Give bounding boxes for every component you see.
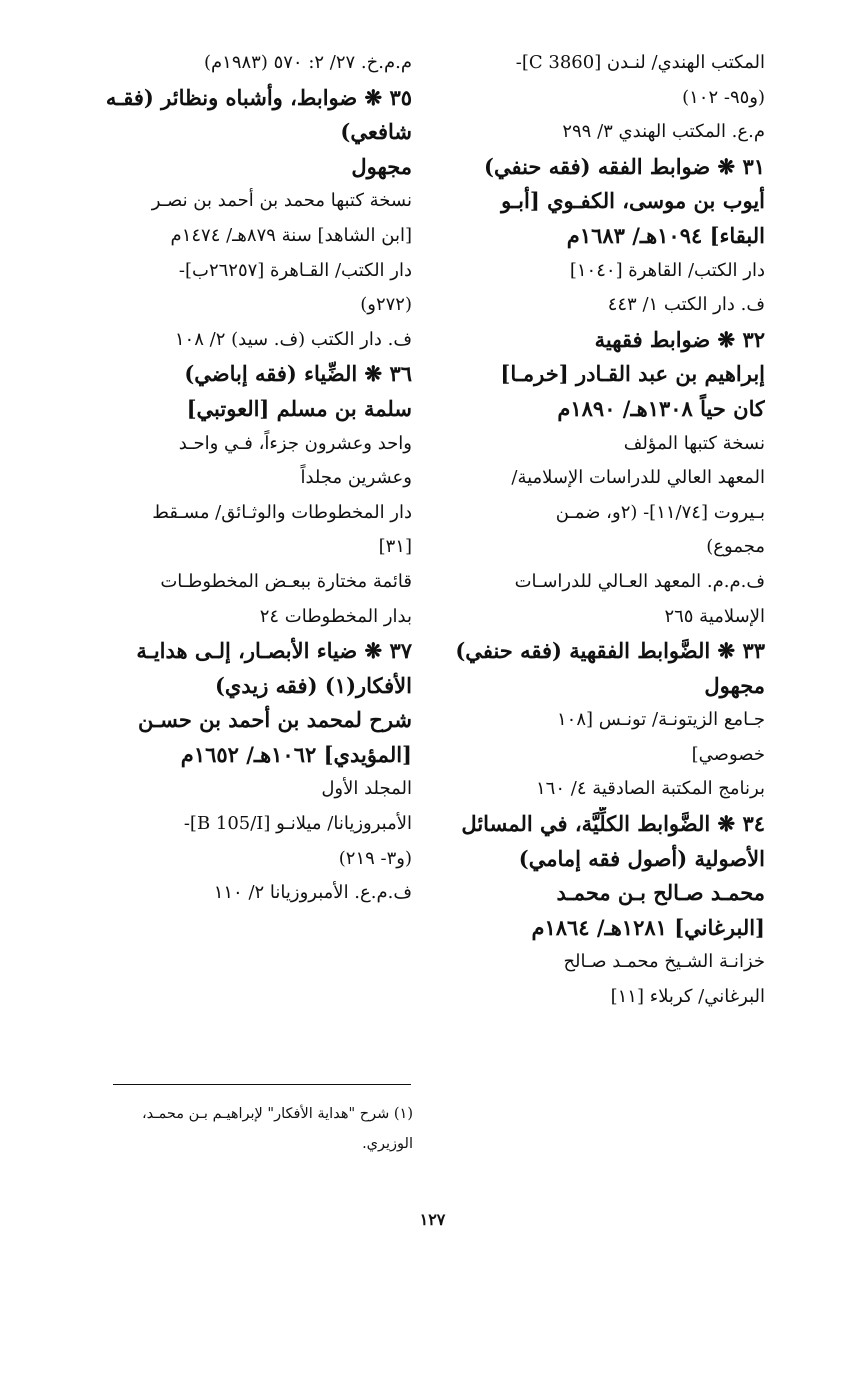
entry-detail-line: (٢٧٢و)	[360, 294, 412, 316]
entry-heading-line: ٣٣ ❋ الضَّوابط الفقهية (فقه حنفي)	[455, 638, 765, 664]
entry-detail-line: وعشرين مجلداً	[300, 467, 412, 489]
entry-detail-line: م.م.خ. ٢٧/ ٢: ٥٧٠ (١٩٨٣م)	[203, 52, 412, 73]
entry-heading-line: شرح لمحمد بن أحمد بن حسـن	[137, 707, 412, 733]
entry-detail-line: نسخة كتبها المؤلف	[623, 432, 765, 454]
right-column	[425, 46, 765, 1015]
footnote-line: (١) شرح "هداية الأفكار" لإبراهيـم بـن محمـد،	[141, 1106, 413, 1122]
entry-detail-line: بدار المخطوطات ٢٤	[259, 605, 412, 627]
entry-detail-line: ف.م.م. المعهد العـالي للدراسـات	[514, 570, 765, 592]
footnote-rule	[113, 1084, 411, 1085]
entry-heading-line: كان حياً ١٣٠٨هـ/ ١٨٩٠م	[557, 395, 765, 421]
entry-heading-line: ٣٦ ❋ الضِّياء (فقه إباضي)	[184, 361, 412, 387]
entry-detail-line: واحد وعشرون جزءاً، فـي واحـد	[178, 432, 412, 454]
entry-detail-line: المجلد الأول	[321, 778, 412, 800]
entry-heading-line: الأصولية (أصول فقه إمامي)	[518, 845, 765, 871]
entry-heading-line: أيوب بن موسى، الكفـوي [أبـو	[501, 188, 765, 214]
entry-detail-line: خزانـة الشـيخ محمـد صـالح	[563, 951, 765, 973]
entry-detail-line: دار الكتب/ القاهرة [١٠٤٠]	[569, 259, 765, 281]
entry-heading-line: [المؤيدي] ١٠٦٢هـ/ ١٦٥٢م	[180, 741, 412, 767]
entry-heading-line: شافعي)	[340, 119, 412, 145]
entry-detail-line: المكتب الهندي/ لنـدن [3860 C]-	[515, 52, 765, 73]
entry-detail-line: ف.م.ع. الأمبروزيانا ٢/ ١١٠	[213, 882, 412, 904]
entry-detail-line: خصوصي]	[691, 743, 765, 765]
entry-heading-line: [البرغاني] ١٢٨١هـ/ ١٨٦٤م	[531, 914, 765, 940]
entry-detail-line: بـيروت [١١/٧٤]- (٢و، ضمـن	[555, 501, 765, 523]
entry-detail-line: الأمبروزيانا/ ميلانـو [B 105/I]-	[183, 813, 412, 835]
entry-heading-line: إبراهيم بن عبد القـادر [خرمـا]	[500, 361, 765, 387]
page-number: ١٢٧	[419, 1210, 446, 1229]
entry-heading-line: ٣٧ ❋ ضياء الأبصـار، إلـى هدايـة	[136, 638, 412, 664]
entry-detail-line: جـامع الزيتونـة/ تونـس [١٠٨	[556, 709, 765, 731]
entry-detail-line: البرغاني/ كربلاء [١١]	[610, 986, 765, 1008]
entry-heading-line: ٣٢ ❋ ضوابط فقهية	[594, 326, 765, 352]
entry-detail-line: ف. دار الكتب ١/ ٤٤٣	[607, 294, 765, 316]
entry-heading-line: البقاء] ١٠٩٤هـ/ ١٦٨٣م	[566, 222, 765, 248]
entry-detail-line: دار الكتب/ القـاهرة [٢٦٢٥٧ب]-	[178, 259, 412, 281]
entry-detail-line: الإسلامية ٢٦٥	[664, 605, 765, 627]
entry-heading-line: مجهول	[704, 672, 765, 698]
entry-detail-line: مجموع)	[706, 536, 765, 558]
entry-detail-line: (و٣- ٢١٩)	[338, 847, 412, 869]
entry-detail-line: قائمة مختارة ببعـض المخطوطـات	[160, 570, 412, 592]
entry-detail-line: دار المخطوطات والوثـائق/ مسـقط	[152, 501, 412, 523]
entry-heading-line: ٣٥ ❋ ضوابط، وأشباه ونظائر (فقـه	[105, 84, 412, 110]
entry-heading-line: ٣١ ❋ ضوابط الفقه (فقه حنفي)	[484, 153, 765, 179]
entry-detail-line: [٣١]	[378, 536, 412, 558]
entry-heading-line: سلمة بن مسلم [العوتبي]	[186, 395, 412, 421]
entry-heading-line: الأفكار(١) (فقه زيدي)	[214, 672, 412, 698]
entry-detail-line: المعهد العالي للدراسات الإسلامية/	[511, 467, 765, 489]
entry-detail-line: م.ع. المكتب الهندي ٣/ ٢٩٩	[562, 121, 765, 143]
entry-heading-line: ٣٤ ❋ الضَّوابط الكلِّيَّة، في المسائل	[461, 811, 765, 837]
footnote	[73, 1099, 413, 1159]
entry-heading-line: مجهول	[351, 153, 412, 179]
entry-heading-line: محمـد صـالح بـن محمـد	[556, 880, 765, 906]
entry-detail-line: [ابن الشاهد] سنة ٨٧٩هـ/ ١٤٧٤م	[170, 224, 412, 246]
entry-detail-line: نسخة كتبها محمد بن أحمد بن نصـر	[151, 190, 412, 212]
left-column	[72, 46, 412, 911]
entry-detail-line: برنامج المكتبة الصادقية ٤/ ١٦٠	[536, 778, 765, 800]
entry-detail-line: (و٩٥- ١٠٢)	[682, 86, 765, 108]
entry-detail-line: ف. دار الكتب (ف. سيد) ٢/ ١٠٨	[174, 328, 412, 350]
footnote-line: الوزيري.	[362, 1136, 413, 1152]
